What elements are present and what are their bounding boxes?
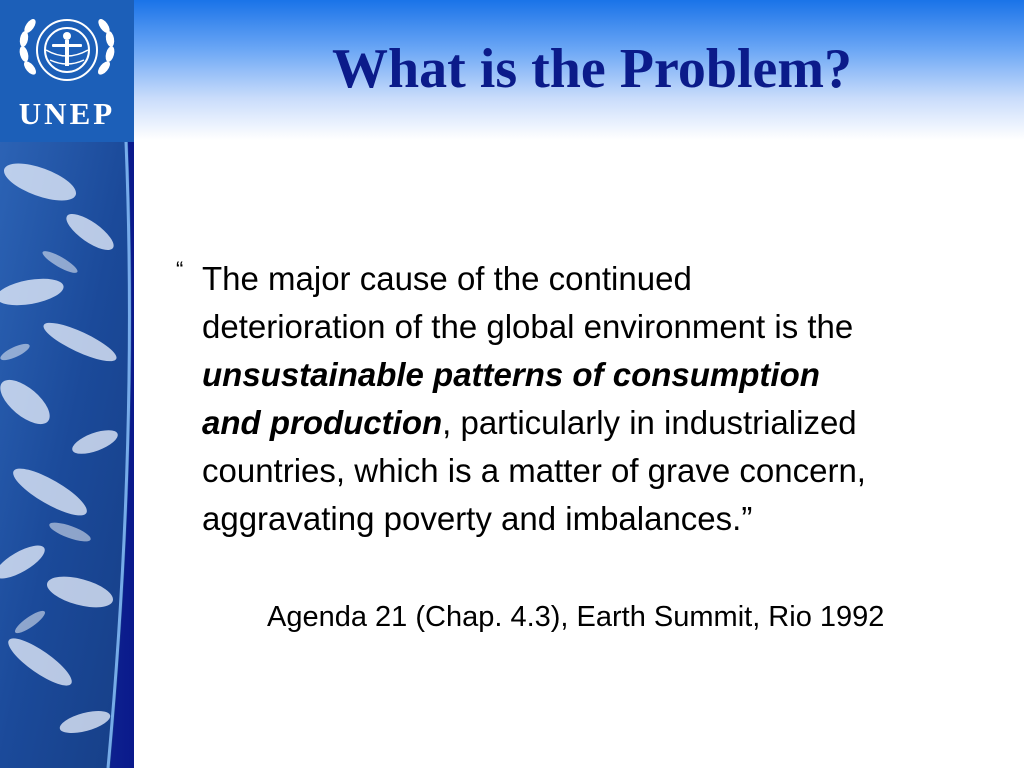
logo-text: UNEP: [18, 96, 116, 131]
earth-image: [0, 142, 134, 768]
quote-block: [176, 255, 1022, 543]
citation: Agenda 21 (Chap. 4.3), Earth Summit, Rio 1992: [267, 601, 885, 633]
quote-line: [202, 399, 1022, 447]
quote-line: The major cause of the continued: [202, 260, 692, 297]
quote-emphasis: unsustainable patterns of consumption: [202, 356, 820, 393]
unep-logo: [0, 0, 134, 142]
page-title: What is the Problem?: [331, 38, 853, 100]
quote-text: , particularly in industrialized: [442, 404, 857, 441]
left-sidebar: [0, 0, 134, 768]
unep-emblem-icon: [10, 6, 124, 98]
quote-open-mark: “: [176, 257, 184, 282]
quote-line: countries, which is a matter of grave concern,: [202, 452, 866, 489]
quote-line: aggravating poverty and imbalances.”: [202, 500, 753, 537]
quote-line: deterioration of the global environment is the: [202, 308, 854, 345]
quote-emphasis: and production: [202, 404, 443, 441]
